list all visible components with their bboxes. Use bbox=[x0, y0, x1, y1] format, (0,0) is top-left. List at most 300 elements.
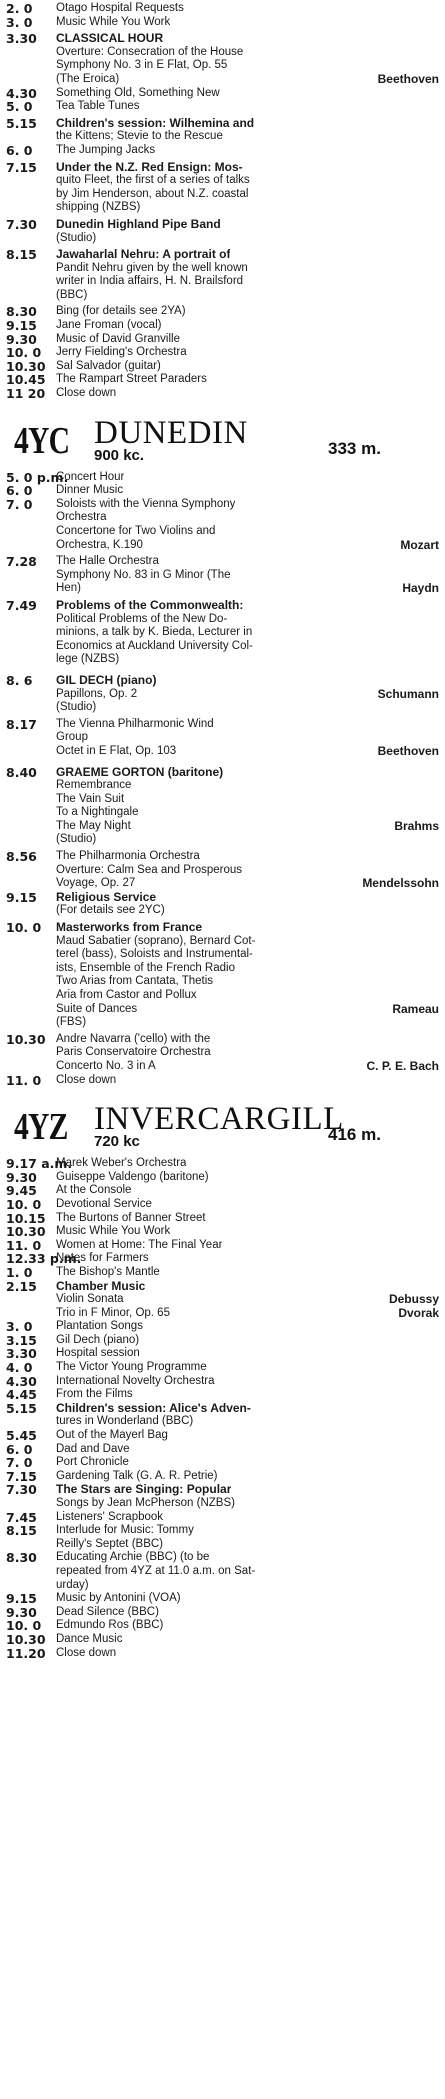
programme-entry bbox=[6, 144, 439, 158]
composer-name: Schumann bbox=[377, 687, 439, 701]
entry-title bbox=[56, 471, 439, 485]
entry-time: 8.17 bbox=[6, 716, 37, 732]
entry-text: Notes for Farmers bbox=[56, 1252, 149, 1265]
entry-time: 3.30 bbox=[6, 1346, 37, 1362]
entry-text: Music of David Granville bbox=[56, 332, 180, 345]
station-header bbox=[6, 413, 439, 465]
entry-text: Group bbox=[56, 731, 88, 744]
entry-title bbox=[56, 100, 439, 114]
entry-title bbox=[56, 1619, 439, 1633]
entry-text: (FBS) bbox=[56, 1016, 87, 1029]
entry-text: Problems of the Commonwealth: bbox=[56, 598, 244, 612]
entry-text: Aria from Castor and Pollux bbox=[56, 989, 197, 1001]
entry-body bbox=[56, 346, 439, 360]
programme-entry bbox=[6, 1443, 439, 1457]
station-call-sign: 4YZ bbox=[14, 1106, 68, 1149]
programme-entry bbox=[6, 1470, 439, 1484]
entry-time: 7. 0 bbox=[6, 1455, 33, 1471]
entry-title bbox=[56, 1334, 439, 1348]
entry-time: 7.49 bbox=[6, 597, 37, 613]
entry-text: At the Console bbox=[56, 1184, 132, 1197]
entry-detail bbox=[56, 626, 439, 640]
entry-body bbox=[56, 1320, 439, 1334]
entry-title bbox=[56, 1225, 439, 1239]
schedule-section bbox=[6, 413, 439, 1088]
entry-text: Music While You Work bbox=[56, 15, 171, 28]
entry-time: 8. 6 bbox=[6, 672, 33, 688]
entry-text: Out of the Mayerl Bag bbox=[56, 1429, 168, 1442]
entry-title bbox=[56, 1157, 439, 1171]
entry-time: 9.30 bbox=[6, 1169, 37, 1185]
entry-time: 3.30 bbox=[6, 31, 37, 47]
entry-detail bbox=[56, 1060, 439, 1074]
entry-title bbox=[56, 1074, 439, 1088]
programme-entry bbox=[6, 1320, 439, 1334]
entry-detail bbox=[56, 1415, 439, 1429]
entry-text: Interlude for Music: Tommy bbox=[56, 1524, 194, 1537]
entry-detail bbox=[56, 975, 439, 989]
entry-title bbox=[56, 674, 439, 688]
entry-body bbox=[56, 1280, 439, 1321]
entry-body bbox=[56, 360, 439, 374]
programme-entry bbox=[6, 87, 439, 101]
entry-body bbox=[56, 1511, 439, 1525]
entry-text: Something Old, Something New bbox=[56, 86, 220, 99]
entry-text: Children's session: Alice's Adven- bbox=[56, 1401, 251, 1415]
entry-text: Concertone for Two Violins and bbox=[56, 525, 216, 537]
programme-entry bbox=[6, 360, 439, 374]
entry-text: Jerry Fielding's Orchestra bbox=[56, 346, 187, 359]
entry-detail bbox=[56, 73, 439, 87]
entry-title bbox=[56, 218, 439, 232]
programme-entry bbox=[6, 1647, 439, 1661]
entry-body bbox=[56, 1470, 439, 1484]
programme-entry bbox=[6, 1456, 439, 1470]
entry-text: Sal Salvador (guitar) bbox=[56, 359, 161, 372]
entry-text: The May Night bbox=[56, 819, 131, 832]
station-header bbox=[6, 1099, 439, 1151]
entry-time: 5. 0 p.m. bbox=[6, 469, 69, 485]
entry-body bbox=[56, 555, 439, 596]
entry-text: ists, Ensemble of the French Radio bbox=[56, 961, 235, 974]
entry-title bbox=[56, 1184, 439, 1198]
entry-time: 9.15 bbox=[6, 889, 37, 905]
entry-body bbox=[56, 248, 439, 302]
entry-text: Dance Music bbox=[56, 1632, 123, 1645]
entry-body bbox=[56, 1375, 439, 1389]
entry-time: 3.15 bbox=[6, 1332, 37, 1348]
entry-text: Listeners' Scrapbook bbox=[56, 1510, 164, 1523]
entry-detail bbox=[56, 275, 439, 289]
entry-text: Women at Home: The Final Year bbox=[56, 1238, 223, 1251]
entry-text: (For details see 2YC) bbox=[56, 904, 165, 917]
entry-body bbox=[56, 1429, 439, 1443]
entry-time: 4.30 bbox=[6, 1373, 37, 1389]
entry-time: 3. 0 bbox=[6, 1319, 33, 1335]
entry-detail bbox=[56, 569, 439, 583]
entry-text: Trio in F Minor, Op. 65 bbox=[56, 1306, 170, 1319]
entry-title bbox=[56, 16, 439, 30]
entry-text: Symphony No. 3 in E Flat, Op. 55 bbox=[56, 59, 228, 72]
entry-text: tures in Wonderland (BBC) bbox=[56, 1415, 194, 1428]
entry-body bbox=[56, 1456, 439, 1470]
entry-text: Marek Weber's Orchestra bbox=[56, 1157, 187, 1170]
entry-body bbox=[56, 471, 439, 485]
entry-body bbox=[56, 144, 439, 158]
programme-entry bbox=[6, 766, 439, 848]
entry-title bbox=[56, 1212, 439, 1226]
entry-time: 10. 0 bbox=[6, 1618, 42, 1634]
entry-time: 7.15 bbox=[6, 159, 37, 175]
programme-entry bbox=[6, 1184, 439, 1198]
entry-text: Music While You Work bbox=[56, 1225, 171, 1238]
entry-detail bbox=[56, 935, 439, 949]
entry-title bbox=[56, 319, 439, 333]
entry-text: repeated from 4YZ at 11.0 a.m. on Sat- bbox=[56, 1564, 256, 1577]
entry-title bbox=[56, 387, 439, 401]
entry-title bbox=[56, 1456, 439, 1470]
entry-text: Guiseppe Valdengo (baritone) bbox=[56, 1170, 209, 1183]
entry-time: 9.15 bbox=[6, 1591, 37, 1607]
programme-entry bbox=[6, 387, 439, 401]
programme-entry bbox=[6, 2, 439, 16]
entry-body bbox=[56, 1524, 439, 1551]
entry-detail bbox=[56, 525, 439, 539]
programme-entry bbox=[6, 1347, 439, 1361]
entry-text: (Studio) bbox=[56, 701, 97, 714]
entry-title bbox=[56, 850, 439, 864]
entry-detail bbox=[56, 232, 439, 246]
entry-body bbox=[56, 100, 439, 114]
programme-entry bbox=[6, 484, 439, 498]
entry-time: 7.30 bbox=[6, 1482, 37, 1498]
entry-body bbox=[56, 1212, 439, 1226]
entry-text: To a Nightingale bbox=[56, 806, 139, 819]
programme-entry bbox=[6, 1524, 439, 1551]
entry-time: 8.30 bbox=[6, 304, 37, 320]
entry-text: Violin Sonata bbox=[56, 1293, 124, 1306]
entry-time: 9.17 a.m. bbox=[6, 1156, 73, 1172]
entry-text: Bing (for details see 2YA) bbox=[56, 305, 186, 318]
programme-entry bbox=[6, 1633, 439, 1647]
entry-body bbox=[56, 1647, 439, 1661]
entry-detail bbox=[56, 731, 439, 745]
station-city: DUNEDIN bbox=[94, 414, 248, 451]
entry-title bbox=[56, 599, 439, 613]
entry-title bbox=[56, 1033, 439, 1047]
programme-entry bbox=[6, 1239, 439, 1253]
entry-title bbox=[56, 1647, 439, 1661]
entry-text: Political Problems of the New Do- bbox=[56, 612, 228, 625]
entry-time: 12.33 p.m. bbox=[6, 1251, 82, 1267]
entry-text: Dunedin Highland Pipe Band bbox=[56, 217, 221, 231]
entry-text: Concert Hour bbox=[56, 470, 125, 483]
entry-detail bbox=[56, 511, 439, 525]
entry-text: Close down bbox=[56, 387, 117, 400]
entry-text: Close down bbox=[56, 1646, 117, 1659]
entry-text: Andre Navarra ('cello) with the bbox=[56, 1032, 211, 1045]
entry-detail bbox=[56, 948, 439, 962]
entry-detail bbox=[56, 59, 439, 73]
entry-text: (Studio) bbox=[56, 833, 97, 846]
entry-body bbox=[56, 1074, 439, 1088]
programme-entry bbox=[6, 599, 439, 667]
entry-time: 7.15 bbox=[6, 1468, 37, 1484]
programme-entry bbox=[6, 346, 439, 360]
entry-text: Devotional Service bbox=[56, 1197, 152, 1210]
entry-text: The Rampart Street Paraders bbox=[56, 373, 207, 386]
entry-title bbox=[56, 484, 439, 498]
entry-text: minions, a talk by K. Bieda, Lecturer in bbox=[56, 626, 253, 639]
station-wavelength: 416 m. bbox=[328, 1125, 381, 1145]
programme-entry bbox=[6, 1483, 439, 1510]
entry-time: 7. 0 bbox=[6, 496, 33, 512]
entry-text: shipping (NZBS) bbox=[56, 201, 141, 214]
entry-detail bbox=[56, 864, 439, 878]
programme-entry bbox=[6, 100, 439, 114]
entry-body bbox=[56, 1592, 439, 1606]
entry-title bbox=[56, 333, 439, 347]
entry-time: 10. 0 bbox=[6, 920, 42, 936]
entry-body bbox=[56, 161, 439, 215]
programme-entry bbox=[6, 674, 439, 715]
entry-body bbox=[56, 1184, 439, 1198]
entry-title bbox=[56, 1239, 439, 1253]
entry-text: Economics at Auckland University Col- bbox=[56, 639, 253, 652]
composer-name: Dvorak bbox=[398, 1306, 439, 1320]
entry-body bbox=[56, 218, 439, 245]
entry-title bbox=[56, 1252, 439, 1266]
entry-text: Plantation Songs bbox=[56, 1320, 143, 1333]
entry-detail bbox=[56, 539, 439, 553]
programme-entry bbox=[6, 1619, 439, 1633]
programme-entry bbox=[6, 1334, 439, 1348]
entry-time: 4. 0 bbox=[6, 1360, 33, 1376]
entry-body bbox=[56, 1483, 439, 1510]
programme-entry bbox=[6, 1606, 439, 1620]
composer-name: Beethoven bbox=[377, 744, 439, 758]
entry-text: Paris Conservatoire Orchestra bbox=[56, 1046, 211, 1059]
entry-text: by Jim Henderson, about N.Z. coastal bbox=[56, 187, 249, 200]
entry-title bbox=[56, 161, 439, 175]
entry-title bbox=[56, 144, 439, 158]
entry-text: Under the N.Z. Red Ensign: Mos- bbox=[56, 160, 243, 174]
entry-body bbox=[56, 1033, 439, 1074]
entry-body bbox=[56, 498, 439, 552]
programme-entry bbox=[6, 718, 439, 759]
entry-title bbox=[56, 1633, 439, 1647]
entry-detail bbox=[56, 201, 439, 215]
entry-time: 10.30 bbox=[6, 1631, 46, 1647]
entry-body bbox=[56, 484, 439, 498]
entry-detail bbox=[56, 1016, 439, 1030]
programme-entry bbox=[6, 1361, 439, 1375]
entry-text: Gil Dech (piano) bbox=[56, 1333, 140, 1346]
programme-entry bbox=[6, 16, 439, 30]
entry-body bbox=[56, 1266, 439, 1280]
composer-name: Brahms bbox=[394, 819, 439, 833]
entry-body bbox=[56, 1606, 439, 1620]
entry-text: the Kittens; Stevie to the Rescue bbox=[56, 130, 223, 143]
entry-detail bbox=[56, 793, 439, 807]
entry-detail bbox=[56, 46, 439, 60]
entry-body bbox=[56, 1361, 439, 1375]
entry-detail bbox=[56, 1565, 439, 1579]
composer-name: C. P. E. Bach bbox=[366, 1059, 439, 1073]
entry-time: 7.28 bbox=[6, 554, 37, 570]
entry-text: GIL DECH (piano) bbox=[56, 673, 157, 687]
entry-detail bbox=[56, 1293, 439, 1307]
entry-body bbox=[56, 1633, 439, 1647]
entry-text: Jawaharlal Nehru: A portrait of bbox=[56, 248, 231, 262]
entry-time: 10. 0 bbox=[6, 345, 42, 361]
entry-body bbox=[56, 387, 439, 401]
programme-entry bbox=[6, 218, 439, 245]
entry-title bbox=[56, 1429, 439, 1443]
entry-detail bbox=[56, 962, 439, 976]
programme-entry bbox=[6, 1551, 439, 1592]
composer-name: Mozart bbox=[400, 538, 439, 552]
entry-text: Songs by Jean McPherson (NZBS) bbox=[56, 1497, 235, 1509]
entry-time: 10.30 bbox=[6, 1031, 46, 1047]
entry-time: 8.15 bbox=[6, 247, 37, 263]
entry-title bbox=[56, 1388, 439, 1402]
entry-text: International Novelty Orchestra bbox=[56, 1374, 215, 1387]
entry-title bbox=[56, 1592, 439, 1606]
entry-time: 8.15 bbox=[6, 1523, 37, 1539]
entry-title bbox=[56, 1402, 439, 1416]
entry-text: urday) bbox=[56, 1578, 89, 1591]
entry-text: (Studio) bbox=[56, 231, 97, 244]
entry-text: Port Chronicle bbox=[56, 1456, 129, 1469]
entry-title bbox=[56, 921, 439, 935]
programme-entry bbox=[6, 1074, 439, 1088]
entry-body bbox=[56, 333, 439, 347]
entry-time: 4.45 bbox=[6, 1387, 37, 1403]
entry-title bbox=[56, 1347, 439, 1361]
entry-body bbox=[56, 1157, 439, 1171]
entry-time: 10.15 bbox=[6, 1210, 46, 1226]
entry-text: Dead Silence (BBC) bbox=[56, 1605, 159, 1618]
entry-time: 10.30 bbox=[6, 358, 46, 374]
entry-time: 6. 0 bbox=[6, 483, 33, 499]
entry-time: 8.30 bbox=[6, 1550, 37, 1566]
programme-entry bbox=[6, 373, 439, 387]
entry-title bbox=[56, 1606, 439, 1620]
entry-title bbox=[56, 718, 439, 732]
entry-text: Two Arias from Cantata, Thetis bbox=[56, 975, 214, 988]
composer-name: Debussy bbox=[388, 1293, 439, 1307]
entry-body bbox=[56, 1551, 439, 1592]
entry-title bbox=[56, 1280, 439, 1294]
entry-title bbox=[56, 1483, 439, 1497]
entry-body bbox=[56, 1239, 439, 1253]
entry-title bbox=[56, 891, 439, 905]
composer-name: Beethoven bbox=[377, 72, 439, 86]
entry-time: 5. 0 bbox=[6, 99, 33, 115]
entry-text: Dinner Music bbox=[56, 484, 124, 497]
programme-entry bbox=[6, 117, 439, 144]
entry-title bbox=[56, 1320, 439, 1334]
entry-body bbox=[56, 850, 439, 891]
entry-text: Soloists with the Vienna Symphony bbox=[56, 497, 236, 510]
entry-body bbox=[56, 921, 439, 1030]
entry-text: Close down bbox=[56, 1073, 117, 1086]
entry-text: The Vain Suit bbox=[56, 792, 125, 805]
entry-title bbox=[56, 2, 439, 16]
entry-text: From the Films bbox=[56, 1388, 133, 1401]
entry-body bbox=[56, 305, 439, 319]
entry-text: Overture: Consecration of the House bbox=[56, 45, 244, 58]
entry-time: 3. 0 bbox=[6, 14, 33, 30]
entry-body bbox=[56, 674, 439, 715]
entry-title bbox=[56, 346, 439, 360]
entry-time: 5.15 bbox=[6, 115, 37, 131]
entry-text: The Burtons of Banner Street bbox=[56, 1211, 206, 1224]
entry-text: quito Fleet, the first of a series of talks bbox=[56, 174, 250, 187]
entry-text: Remembrance bbox=[56, 779, 132, 792]
entry-title bbox=[56, 1524, 439, 1538]
entry-detail bbox=[56, 701, 439, 715]
entry-text: Hospital session bbox=[56, 1347, 140, 1360]
entry-text: Pandit Nehru given by the well known bbox=[56, 261, 248, 274]
entry-time: 11.20 bbox=[6, 1645, 46, 1661]
entry-detail bbox=[56, 1307, 439, 1321]
entry-title bbox=[56, 248, 439, 262]
entry-time: 8.40 bbox=[6, 764, 37, 780]
entry-time: 10.45 bbox=[6, 372, 46, 388]
entry-title bbox=[56, 766, 439, 780]
entry-text: The Victor Young Programme bbox=[56, 1361, 207, 1374]
entry-body bbox=[56, 1443, 439, 1457]
entry-text: Orchestra bbox=[56, 511, 107, 524]
entry-detail bbox=[56, 188, 439, 202]
entry-detail bbox=[56, 779, 439, 793]
entry-title bbox=[56, 360, 439, 374]
entry-text: Symphony No. 83 in G Minor (The bbox=[56, 568, 231, 581]
entry-title bbox=[56, 1361, 439, 1375]
entry-text: CLASSICAL HOUR bbox=[56, 32, 164, 46]
entry-body bbox=[56, 1347, 439, 1361]
programme-entry bbox=[6, 1225, 439, 1239]
entry-detail bbox=[56, 1046, 439, 1060]
entry-text: Educating Archie (BBC) (to be bbox=[56, 1551, 210, 1564]
entry-body bbox=[56, 117, 439, 144]
entry-text: (The Eroica) bbox=[56, 72, 120, 85]
entry-time: 7.30 bbox=[6, 216, 37, 232]
entry-detail bbox=[56, 1538, 439, 1552]
entry-text: terel (bass), Soloists and Instrumental- bbox=[56, 948, 253, 961]
station-city: INVERCARGILL bbox=[94, 1101, 344, 1138]
entry-time: 2. 0 bbox=[6, 1, 33, 16]
entry-text: Octet in E Flat, Op. 103 bbox=[56, 744, 177, 757]
entry-text: The Stars are Singing: Popular bbox=[56, 1483, 232, 1497]
entry-text: The Halle Orchestra bbox=[56, 555, 159, 568]
programme-entry bbox=[6, 1198, 439, 1212]
entry-time: 9.30 bbox=[6, 331, 37, 347]
entry-title bbox=[56, 1511, 439, 1525]
entry-detail bbox=[56, 989, 439, 1003]
station-frequency: 900 kc. bbox=[94, 446, 145, 464]
entry-body bbox=[56, 891, 439, 918]
entry-body bbox=[56, 319, 439, 333]
entry-text: Otago Hospital Requests bbox=[56, 2, 184, 14]
entry-time: 9.15 bbox=[6, 318, 37, 334]
entry-detail bbox=[56, 806, 439, 820]
programme-entry bbox=[6, 1266, 439, 1280]
entry-text: Chamber Music bbox=[56, 1279, 146, 1293]
entry-detail bbox=[56, 1579, 439, 1593]
